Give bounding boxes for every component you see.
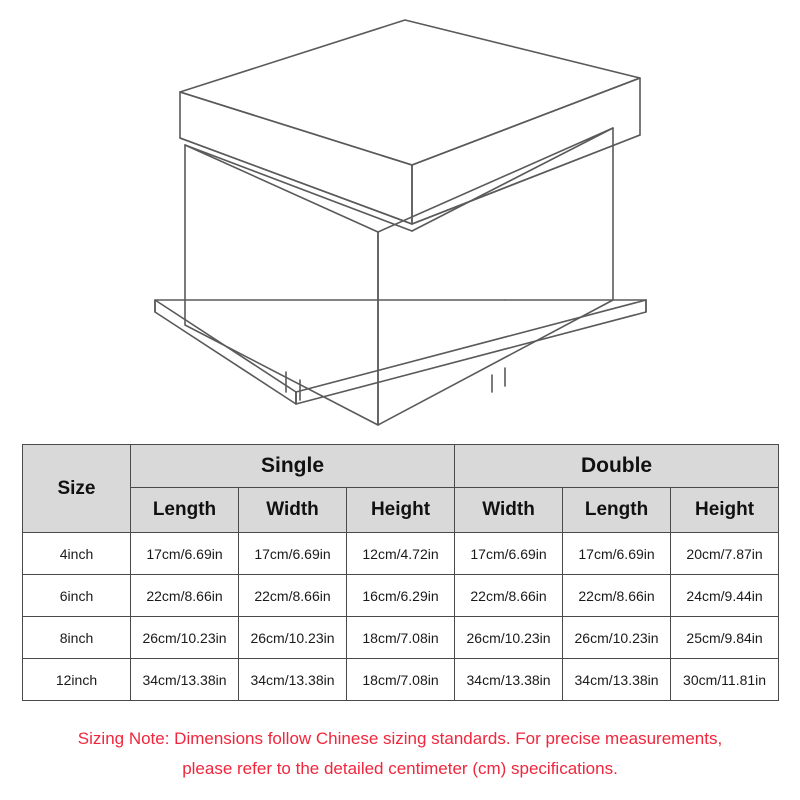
- cell-double-width: 34cm/13.38in: [455, 659, 563, 701]
- header-double-length: Length: [563, 488, 671, 533]
- table-header-group-row: [23, 445, 779, 488]
- table-row: [23, 533, 779, 575]
- cell-single-width: 26cm/10.23in: [239, 617, 347, 659]
- header-group-double: Double: [455, 445, 779, 488]
- cell-double-width: 22cm/8.66in: [455, 575, 563, 617]
- header-size: Size: [23, 445, 131, 533]
- cell-double-height: 20cm/7.87in: [671, 533, 779, 575]
- cell-double-length: 34cm/13.38in: [563, 659, 671, 701]
- cell-single-width: 22cm/8.66in: [239, 575, 347, 617]
- cell-single-width: 17cm/6.69in: [239, 533, 347, 575]
- cell-double-length: 22cm/8.66in: [563, 575, 671, 617]
- cell-single-height: 16cm/6.29in: [347, 575, 455, 617]
- cell-double-width: 26cm/10.23in: [455, 617, 563, 659]
- table-row: [23, 575, 779, 617]
- cell-single-length: 26cm/10.23in: [131, 617, 239, 659]
- sizing-note-line-1: Sizing Note: Dimensions follow Chinese sizing standards. For precise measurements,: [77, 729, 723, 748]
- cell-double-height: 24cm/9.44in: [671, 575, 779, 617]
- cell-single-height: 18cm/7.08in: [347, 659, 455, 701]
- cell-single-height: 12cm/4.72in: [347, 533, 455, 575]
- cell-single-height: 18cm/7.08in: [347, 617, 455, 659]
- header-double-width: Width: [455, 488, 563, 533]
- header-single-height: Height: [347, 488, 455, 533]
- cell-double-height: 30cm/11.81in: [671, 659, 779, 701]
- table-header-sub-row: [23, 488, 779, 533]
- cell-size: 8inch: [23, 617, 131, 659]
- cell-double-height: 25cm/9.84in: [671, 617, 779, 659]
- cell-size: 6inch: [23, 575, 131, 617]
- table-row: [23, 617, 779, 659]
- cell-single-width: 34cm/13.38in: [239, 659, 347, 701]
- cell-size: 12inch: [23, 659, 131, 701]
- header-single-width: Width: [239, 488, 347, 533]
- cell-double-length: 26cm/10.23in: [563, 617, 671, 659]
- size-table: [22, 444, 779, 701]
- cell-single-length: 34cm/13.38in: [131, 659, 239, 701]
- sizing-note: [0, 724, 800, 784]
- cell-size: 4inch: [23, 533, 131, 575]
- cell-double-length: 17cm/6.69in: [563, 533, 671, 575]
- header-double-height: Height: [671, 488, 779, 533]
- header-single-length: Length: [131, 488, 239, 533]
- cell-single-length: 22cm/8.66in: [131, 575, 239, 617]
- cell-single-length: 17cm/6.69in: [131, 533, 239, 575]
- size-table-wrapper: [22, 444, 778, 701]
- cell-double-width: 17cm/6.69in: [455, 533, 563, 575]
- table-row: [23, 659, 779, 701]
- sizing-note-line-2: please refer to the detailed centimeter (cm) specifications.: [182, 759, 618, 778]
- header-group-single: Single: [131, 445, 455, 488]
